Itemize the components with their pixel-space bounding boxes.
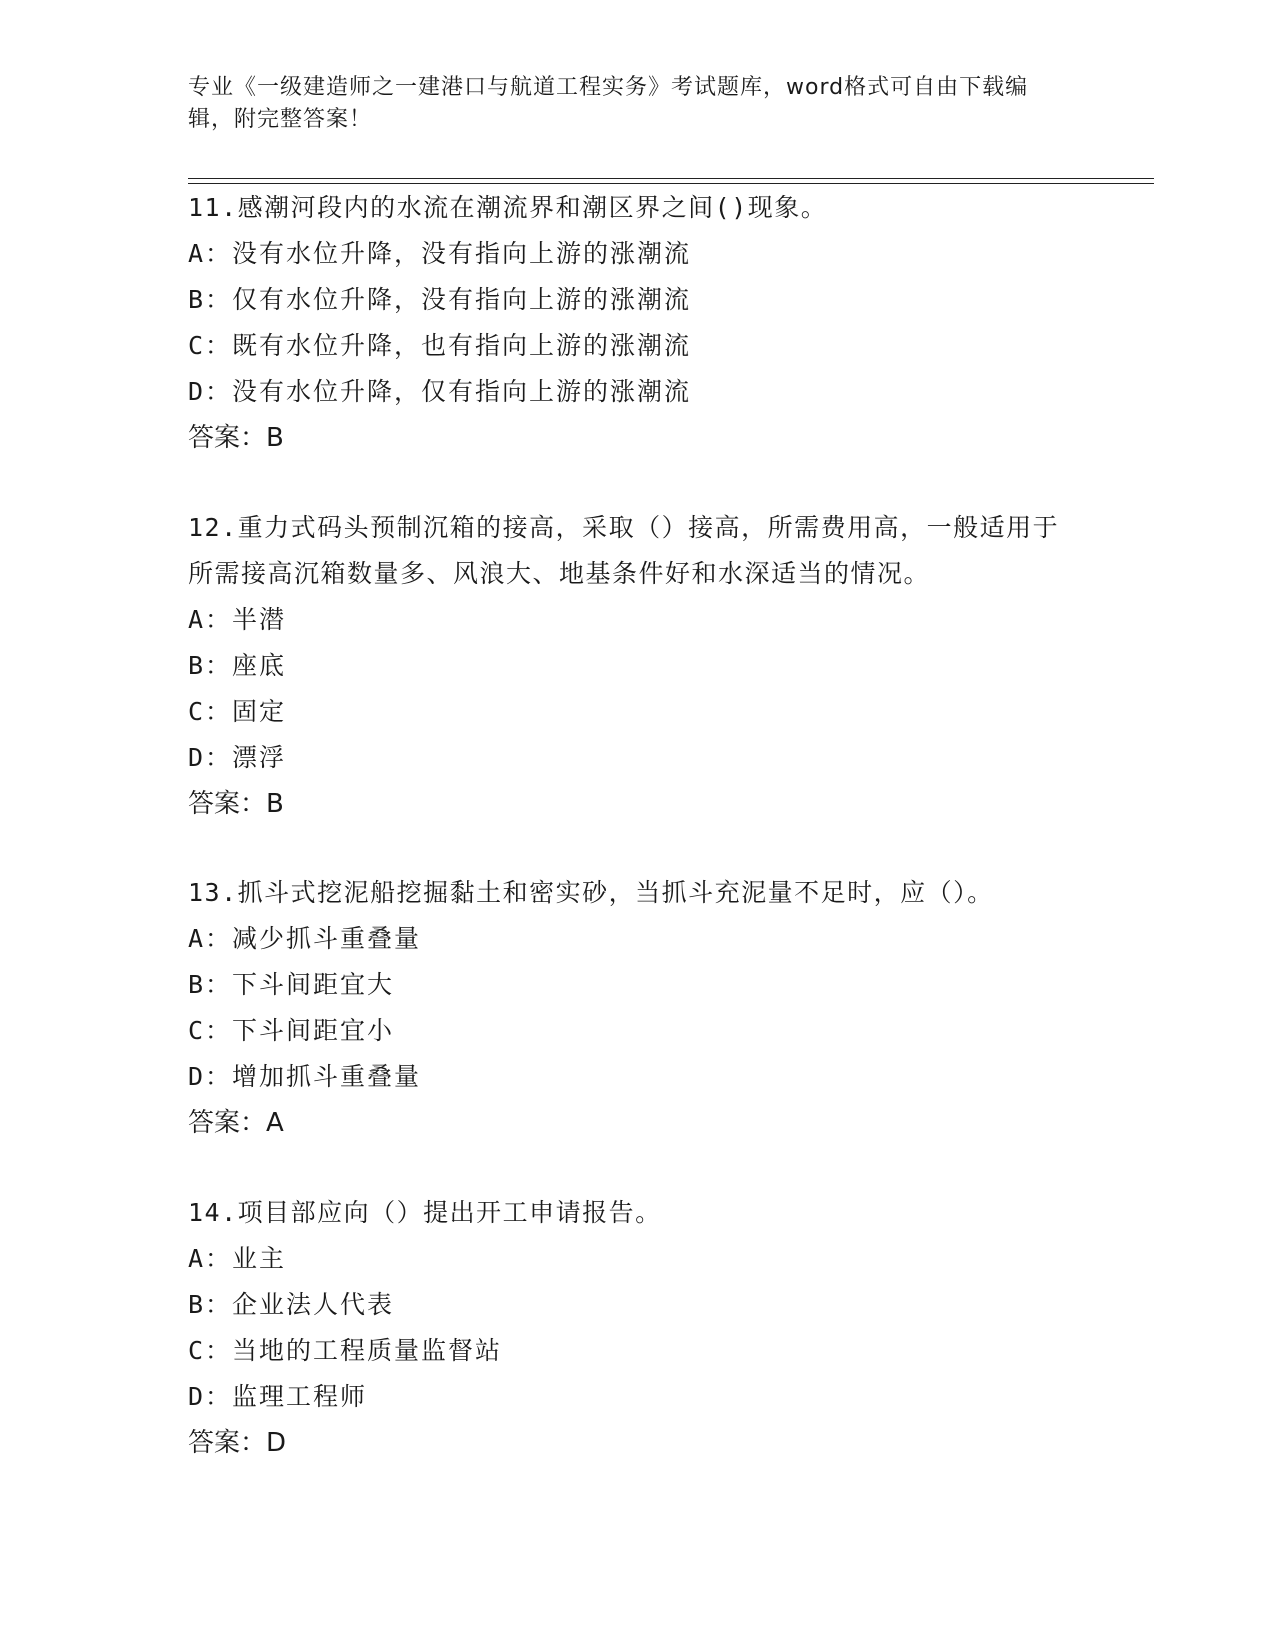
- option-b: B：座底: [188, 651, 287, 680]
- option-c: C：既有水位升降，也有指向上游的涨潮流: [188, 331, 692, 360]
- answer-label: 答案：B: [188, 423, 284, 453]
- question-11: [188, 185, 1088, 461]
- option-a: A：没有水位升降，没有指向上游的涨潮流: [188, 239, 692, 268]
- option-d: D：监理工程师: [188, 1382, 368, 1411]
- option-d: D：没有水位升降，仅有指向上游的涨潮流: [188, 377, 692, 406]
- answer-label: 答案：A: [188, 1108, 284, 1138]
- option-a: A：减少抓斗重叠量: [188, 924, 422, 953]
- option-b: B：企业法人代表: [188, 1290, 395, 1319]
- answer-label: 答案：B: [188, 789, 284, 819]
- option-d: D：漂浮: [188, 743, 287, 772]
- option-b: B：下斗间距宜大: [188, 970, 395, 999]
- header-rule-bottom: [188, 183, 1154, 184]
- question-stem: 12.重力式码头预制沉箱的接高，采取（）接高，所需费用高，一般适用于所需接高沉箱数量多、风浪大、地基条件好和水深适当的情况。: [188, 513, 1060, 588]
- question-stem: 14.项目部应向（）提出开工申请报告。: [188, 1198, 662, 1227]
- option-a: A：业主: [188, 1244, 287, 1273]
- question-12: [188, 505, 1068, 827]
- document-header: [188, 72, 1068, 136]
- question-13: [188, 870, 1088, 1146]
- question-14: [188, 1190, 1088, 1466]
- header-intro-text: 专业《一级建造师之一建港口与航道工程实务》考试题库，word格式可自由下载编辑，附完整答案！: [188, 75, 1029, 132]
- option-c: C：下斗间距宜小: [188, 1016, 395, 1045]
- header-rule-top: [188, 178, 1154, 179]
- option-a: A：半潜: [188, 605, 287, 634]
- question-stem: 11.感潮河段内的水流在潮流界和潮区界之间()现象。: [188, 193, 828, 222]
- question-stem: 13.抓斗式挖泥船挖掘黏土和密实砂，当抓斗充泥量不足时，应（）。: [188, 878, 994, 907]
- option-c: C：固定: [188, 697, 287, 726]
- option-b: B：仅有水位升降，没有指向上游的涨潮流: [188, 285, 692, 314]
- answer-label: 答案：D: [188, 1428, 287, 1458]
- option-d: D：增加抓斗重叠量: [188, 1062, 422, 1091]
- option-c: C：当地的工程质量监督站: [188, 1336, 503, 1365]
